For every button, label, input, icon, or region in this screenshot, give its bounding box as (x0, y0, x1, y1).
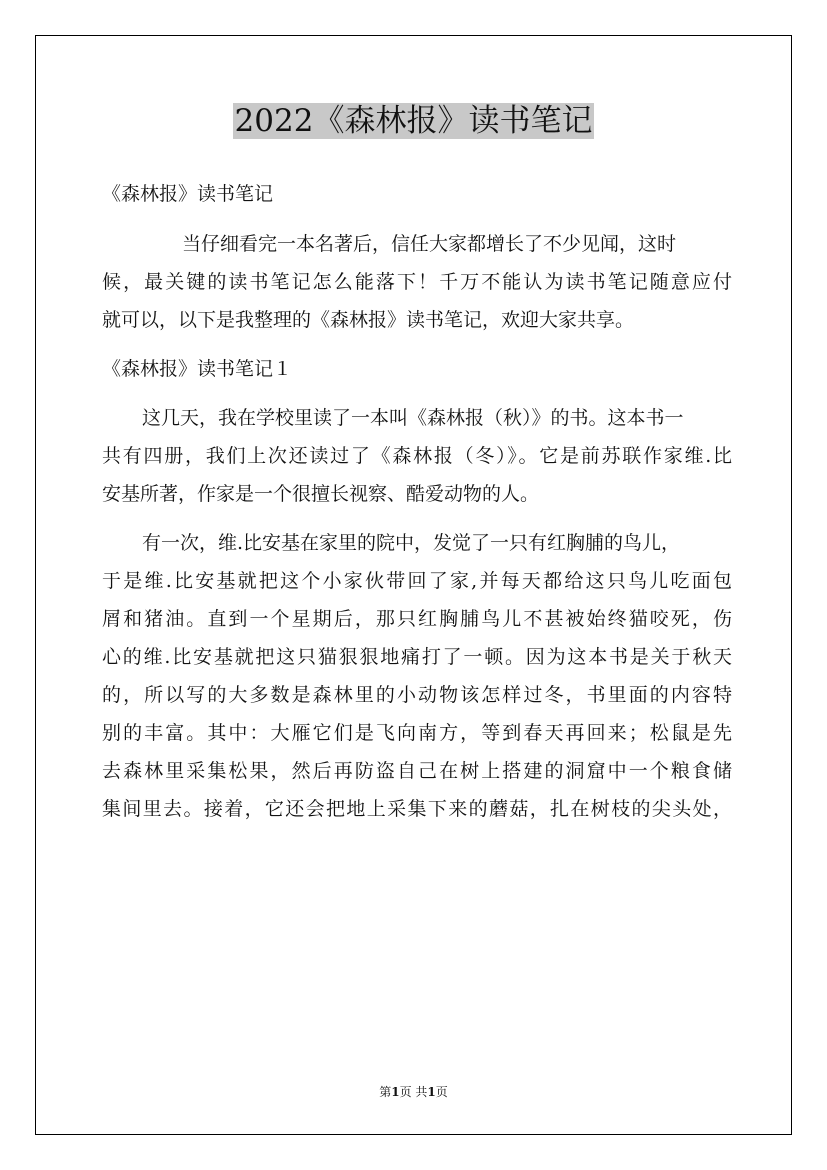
page-footer (0, 1084, 827, 1100)
document-body (102, 175, 732, 828)
paragraph-line: 去森林里采集松果，然后再防盗自己在树上搭建的洞窟中一个粮食储 (102, 760, 732, 782)
intro-line: 候，最关键的读书笔记怎么能落下！千万不能认为读书笔记随意应付 (102, 271, 732, 293)
paragraph-line: 集间里去。接着，它还会把地上采集下来的蘑菇，扎在树枝的尖头处， (102, 798, 732, 820)
intro-line: 当仔细看完一本名著后，信任大家都增长了不少见闻，这时 (182, 233, 677, 255)
paragraph-line: 有一次，维.比安基在家里的院中，发觉了一只有红胸脯的鸟儿， (142, 532, 681, 554)
footer-suffix: 页 (435, 1085, 448, 1099)
footer-prefix: 第 (379, 1085, 392, 1099)
paragraph-line: 这几天，我在学校里读了一本叫《森林报（秋）》的书。这本书一 (142, 407, 684, 429)
footer-mid: 页 共 (399, 1085, 428, 1099)
intro-line: 就可以，以下是我整理的《森林报》读书笔记，欢迎大家共享。 (102, 309, 635, 331)
paragraph-line: 屑和猪油。直到一个星期后，那只红胸脯鸟儿不甚被始终猫咬死，伤 (102, 608, 732, 630)
paragraph-line: 别的丰富。其中：大雁它们是飞向南方，等到春天再回来；松鼠是先 (102, 722, 732, 744)
paragraph-line: 共有四册，我们上次还读过了《森林报（冬）》。它是前苏联作家维.比 (102, 445, 732, 467)
paragraph-line: 于是维.比安基就把这个小家伙带回了家,并每天都给这只鸟儿吃面包 (102, 570, 732, 592)
document-subtitle: 《森林报》读书笔记 (102, 183, 274, 205)
document-title-text: 2022《森林报》读书笔记 (234, 103, 593, 139)
footer-page-current: 1 (391, 1085, 400, 1099)
footer-page-total: 1 (427, 1085, 436, 1099)
paragraph-line: 的，所以写的大多数是森林里的小动物该怎样过冬，书里面的内容特 (102, 684, 732, 706)
paragraph-line: 心的维.比安基就把这只猫狠狠地痛打了一顿。因为这本书是关于秋天 (102, 646, 732, 668)
document-title (0, 100, 827, 142)
paragraph-line: 安基所著，作家是一个很擅长视察、酷爱动物的人。 (102, 483, 540, 505)
section-heading: 《森林报》读书笔记１ (102, 358, 293, 380)
